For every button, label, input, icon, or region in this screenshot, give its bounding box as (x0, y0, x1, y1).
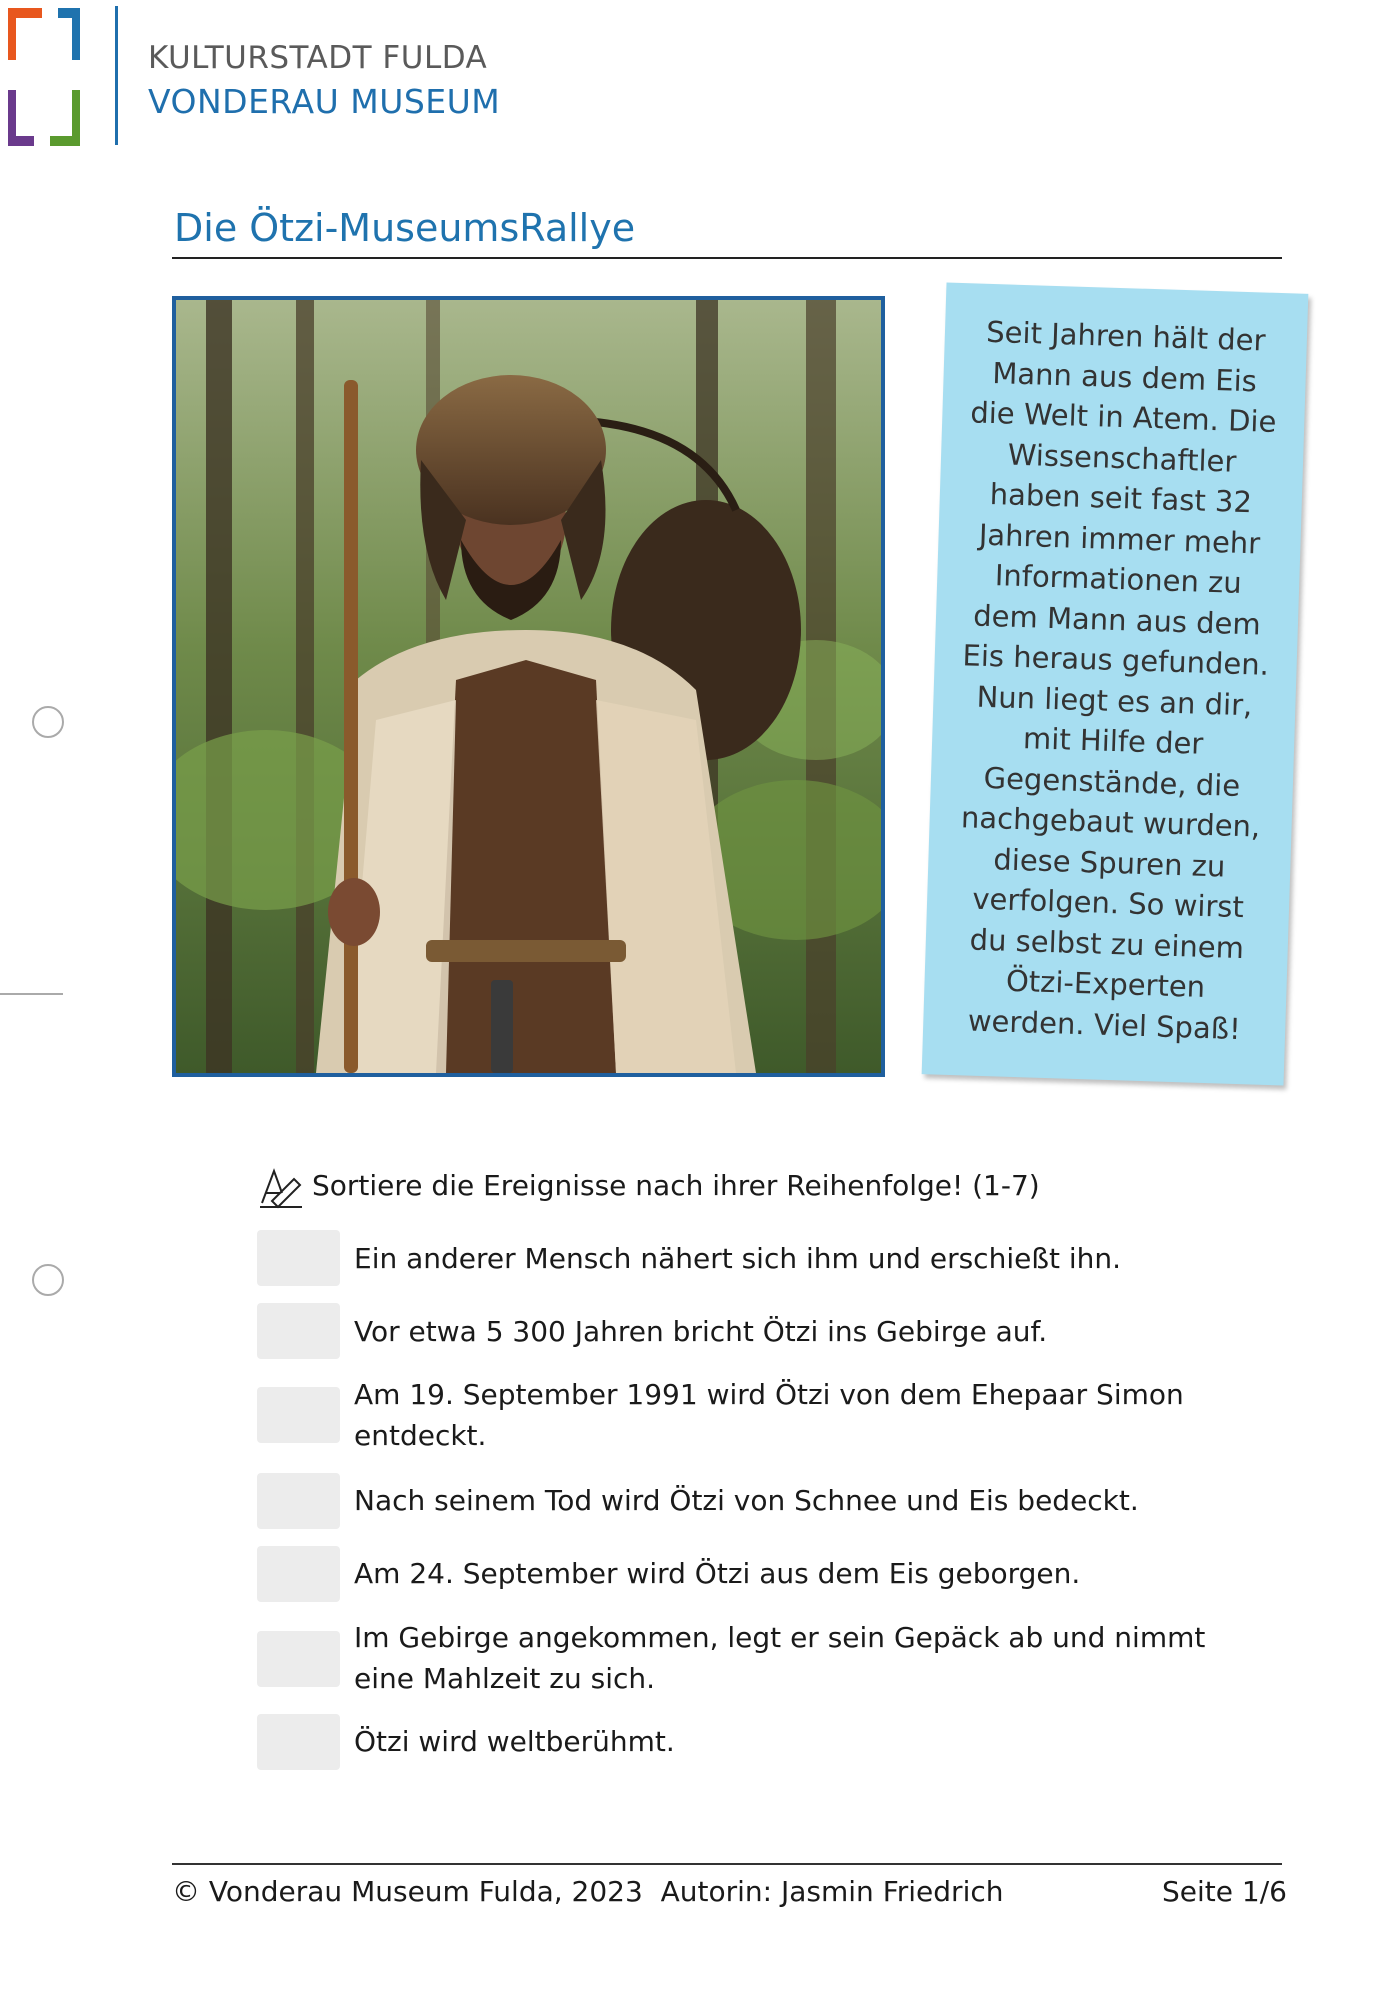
event-text: Nach seinem Tod wird Ötzi von Schnee und Eis bedeckt. (354, 1484, 1139, 1517)
answer-box-1[interactable] (257, 1230, 340, 1286)
oetzi-photo (172, 296, 885, 1077)
intro-note: Seit Jahren hält der Mann aus dem Eis die Welt in Atem. Die Wissenschaftler haben seit fast 32 Jahren immer mehr Informationen zu dem Mann aus dem Eis heraus gefunden. Nun liegt es an dir, mit Hilfe der Gegenstände, die nachgebaut wurden, diese Spuren zu verfolgen. So wirst du selbst zu einem Ötzi-Experten werden. Viel Spaß! (922, 283, 1309, 1086)
event-text: Vor etwa 5 300 Jahren bricht Ötzi ins Gebirge auf. (354, 1315, 1048, 1348)
event-text: Ötzi wird weltberühmt. (354, 1725, 675, 1758)
page-number: Seite 1/6 (1162, 1875, 1287, 1908)
binder-hole (32, 1264, 64, 1296)
binder-hole (32, 706, 64, 738)
answer-box-7[interactable] (257, 1714, 340, 1770)
answer-box-5[interactable] (257, 1546, 340, 1602)
event-text: Am 19. September 1991 wird Ötzi von dem Ehepaar Simon entdeckt. (354, 1378, 1184, 1452)
header-divider (115, 6, 118, 145)
title-rule (172, 257, 1282, 259)
event-text: Am 24. September wird Ötzi aus dem Eis geborgen. (354, 1557, 1081, 1590)
brand-city: KULTURSTADT FULDA (148, 40, 488, 76)
brand-museum: VONDERAU MUSEUM (148, 82, 501, 121)
answer-box-3[interactable] (257, 1387, 340, 1443)
answer-box-6[interactable] (257, 1631, 340, 1687)
museum-logo (8, 8, 80, 146)
footer-credit: © Vonderau Museum Fulda, 2023 Autorin: Jasmin Friedrich (172, 1875, 1004, 1908)
answer-box-2[interactable] (257, 1303, 340, 1359)
event-text: Im Gebirge angekommen, legt er sein Gepäck ab und nimmt eine Mahlzeit zu sich. (354, 1621, 1206, 1695)
answer-box-4[interactable] (257, 1473, 340, 1529)
footer-rule (172, 1863, 1282, 1865)
task-instruction: Sortiere die Ereignisse nach ihrer Reihenfolge! (1-7) (312, 1169, 1040, 1202)
pencil-writing-icon (258, 1163, 304, 1209)
event-text: Ein anderer Mensch nähert sich ihm und erschießt ihn. (354, 1242, 1122, 1275)
fold-mark (0, 993, 63, 995)
page-title: Die Ötzi-MuseumsRallye (174, 206, 636, 250)
